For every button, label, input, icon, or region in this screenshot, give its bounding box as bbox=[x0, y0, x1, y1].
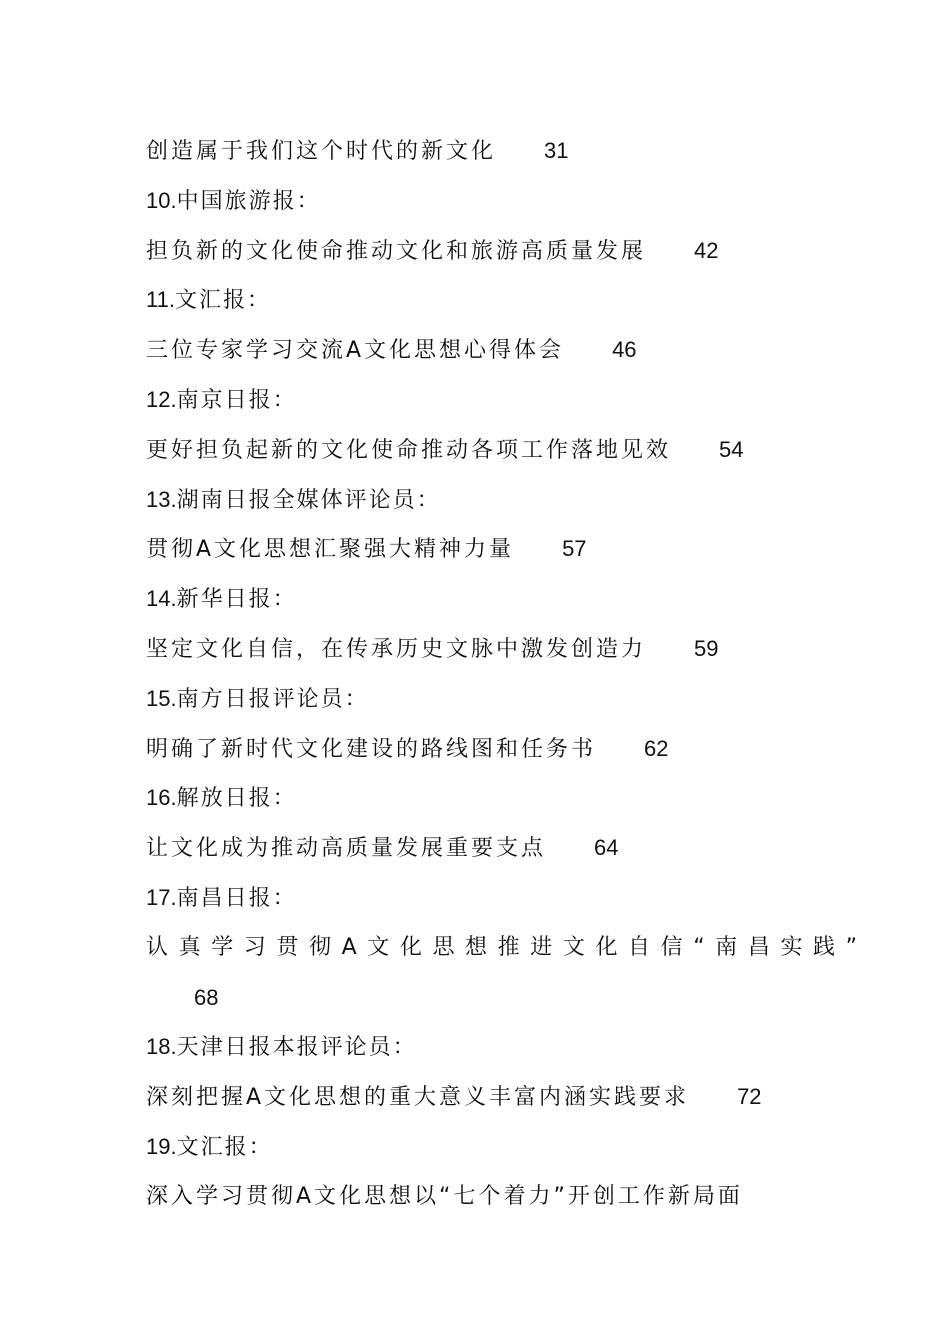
toc-entry[interactable] bbox=[146, 927, 868, 977]
toc-source-number: 12. bbox=[146, 386, 177, 412]
toc-entry-page-line bbox=[146, 977, 826, 1027]
toc-entry-title: 创造属于我们这个时代的新文化 bbox=[146, 139, 497, 164]
toc-entry-page: 59 bbox=[694, 635, 719, 661]
toc-entry-page: 42 bbox=[694, 237, 719, 263]
toc-entry[interactable] bbox=[146, 1076, 826, 1126]
toc-entry[interactable] bbox=[146, 827, 826, 877]
toc-entry[interactable] bbox=[146, 528, 826, 578]
toc-source-name: 天津日报本报评论员： bbox=[176, 1035, 417, 1061]
toc-entry-title: 三位专家学习交流A文化思想心得体会 bbox=[146, 338, 565, 364]
toc-source-name: 南方日报评论员： bbox=[176, 686, 369, 712]
toc-source-name: 南昌日报： bbox=[176, 885, 297, 911]
toc-source-number: 19. bbox=[146, 1133, 177, 1159]
toc-source-name: 文汇报： bbox=[176, 1134, 273, 1160]
toc-source-heading bbox=[146, 279, 826, 329]
toc-entry-page: 46 bbox=[612, 337, 637, 363]
toc-source-heading bbox=[146, 678, 826, 728]
toc-source-heading bbox=[146, 180, 826, 230]
table-of-contents bbox=[146, 130, 868, 1226]
toc-source-name: 中国旅游报： bbox=[176, 188, 321, 214]
toc-entry-page: 64 bbox=[594, 835, 619, 861]
toc-entry-page: 68 bbox=[194, 984, 219, 1010]
toc-source-number: 17. bbox=[146, 884, 177, 910]
toc-entry[interactable] bbox=[146, 329, 826, 379]
toc-entry-title: 更好担负起新的文化使命推动各项工作落地见效 bbox=[146, 437, 672, 463]
toc-entry-page: 62 bbox=[644, 735, 669, 761]
toc-entry-title: 深入学习贯彻A文化思想以“七个着力”开创工作新局面 bbox=[146, 1183, 743, 1209]
toc-source-heading bbox=[146, 578, 826, 628]
toc-entry-title: 认真学习贯彻A文化思想推进文化自信“南昌实践” bbox=[146, 934, 868, 960]
toc-source-heading bbox=[146, 777, 826, 827]
toc-source-number: 15. bbox=[146, 685, 177, 711]
toc-source-heading bbox=[146, 1026, 826, 1076]
toc-entry-title: 坚定文化自信，在传承历史文脉中激发创造力 bbox=[146, 636, 647, 662]
toc-source-name: 解放日报： bbox=[176, 786, 297, 812]
toc-source-number: 18. bbox=[146, 1034, 177, 1060]
toc-entry[interactable] bbox=[146, 728, 826, 778]
toc-source-name: 新华日报： bbox=[176, 587, 297, 613]
toc-entry-page: 31 bbox=[544, 138, 569, 163]
toc-source-name: 文汇报： bbox=[174, 288, 271, 314]
toc-entry-page: 57 bbox=[562, 536, 587, 562]
toc-entry[interactable] bbox=[146, 130, 826, 180]
toc-source-number: 11. bbox=[146, 287, 175, 313]
toc-entry-page: 72 bbox=[737, 1084, 762, 1110]
toc-source-heading bbox=[146, 379, 826, 429]
toc-source-number: 10. bbox=[146, 187, 177, 213]
toc-entry[interactable] bbox=[146, 1176, 826, 1226]
toc-entry-page: 54 bbox=[719, 436, 744, 462]
toc-entry[interactable] bbox=[146, 230, 826, 280]
toc-source-number: 16. bbox=[146, 785, 177, 811]
toc-source-name: 湖南日报全媒体评论员： bbox=[176, 487, 441, 513]
toc-entry-title: 让文化成为推动高质量发展重要支点 bbox=[146, 836, 547, 862]
toc-source-number: 13. bbox=[146, 486, 177, 512]
toc-entry[interactable] bbox=[146, 628, 826, 678]
toc-entry-title: 深刻把握A文化思想的重大意义丰富内涵实践要求 bbox=[146, 1085, 690, 1111]
toc-entry-title: 明确了新时代文化建设的路线图和任务书 bbox=[146, 736, 597, 762]
toc-source-number: 14. bbox=[146, 586, 177, 612]
toc-source-heading bbox=[146, 479, 826, 529]
toc-entry-title: 担负新的文化使命推动文化和旅游高质量发展 bbox=[146, 238, 647, 264]
toc-source-heading bbox=[146, 877, 826, 927]
toc-entry[interactable] bbox=[146, 429, 826, 479]
toc-source-heading bbox=[146, 1126, 826, 1176]
toc-source-name: 南京日报： bbox=[176, 387, 297, 413]
toc-entry-title: 贯彻A文化思想汇聚强大精神力量 bbox=[146, 537, 515, 563]
